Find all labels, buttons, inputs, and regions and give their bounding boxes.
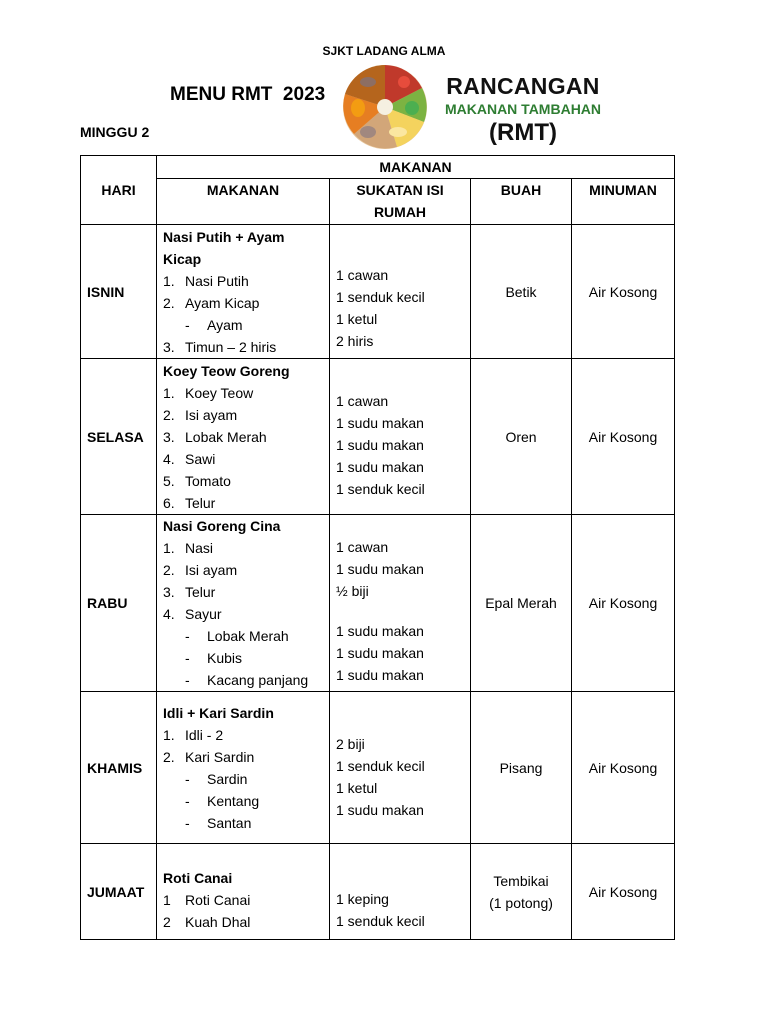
qty-cell: 1 cawan 1 sudu makan ½ biji 1 sudu makan 1 sudu makan 1 sudu makan [330,515,471,692]
food-item: Timun – 2 hiris [185,338,277,355]
food-item: Ayam Kicap [185,294,260,311]
dish-name: Idli + Kari Sardin [163,704,274,721]
food-subitem: Kentang [207,792,260,809]
food-item: Idli - 2 [185,726,224,743]
day-cell: KHAMIS [81,692,157,844]
header-hari: HARI [81,156,157,225]
fruit-cell: Betik [471,225,572,359]
fruit-cell: Pisang [471,692,572,844]
day-cell: ISNIN [81,225,157,359]
table-row [81,692,675,844]
day-cell: RABU [81,515,157,692]
drink-cell: Air Kosong [572,225,675,359]
food-subitem: Sardin [207,770,248,787]
fruit-cell: Epal Merah [471,515,572,692]
food-cell: Roti Canai 1 Roti Canai 2 Kuah Dhal [157,844,330,940]
menu-table [80,155,675,940]
qty-cell: 1 keping 1 senduk kecil [330,844,471,940]
drink-cell: Air Kosong [572,359,675,515]
table-row [81,515,675,692]
food-item: Telur [185,584,216,600]
food-item: Sayur [185,606,222,622]
food-cell: Nasi Putih + Ayam Kicap 1. Nasi Putih 2. Ayam Kicap - Ayam 3. Timun – 2 hiris [157,225,330,359]
food-item: Nasi [185,540,214,556]
food-item: Kari Sardin [185,748,255,765]
logo-line-rancangan: RANCANGAN [446,73,600,99]
logo-line-rmt: (RMT) [489,119,557,146]
food-item: Lobak Merah [185,428,267,445]
food-item: Tomato [185,472,231,489]
food-item: Telur [185,494,216,511]
food-subitem: Ayam [207,316,243,333]
food-item: Kuah Dhal [185,913,251,930]
food-subitem: Santan [207,814,252,831]
school-name: SJKT LADANG ALMA [322,44,446,58]
day-cell: JUMAAT [81,844,157,940]
dish-name: Koey Teow Goreng [163,362,290,379]
fruit-cell: Tembikai (1 potong) [471,844,572,940]
rmt-logo-text [428,72,618,148]
food-cell: Koey Teow Goreng 1. Koey Teow 2. Isi ayam 3. Lobak Merah 4. Sawi 5. Tomato 6. Telur [157,359,330,515]
fruit-cell: Oren [471,359,572,515]
food-cell: Idli + Kari Sardin 1. Idli - 2 2. Kari Sardin - Sardin - Kentang - Santan [157,692,330,844]
food-subitem: Lobak Merah [207,628,289,644]
day-cell: SELASA [81,359,157,515]
header-minuman: MINUMAN [572,179,675,225]
header-sukatan: SUKATAN ISI RUMAH [330,179,471,225]
qty-cell: 1 cawan 1 senduk kecil 1 ketul 2 hiris [330,225,471,359]
food-collage-logo-icon [342,64,428,150]
table-row [81,844,675,940]
food-cell: Nasi Goreng Cina 1. Nasi 2. Isi ayam 3. Telur 4. Sayur - Lobak Merah - Kubis - Kacang panjang [157,515,330,692]
food-item: Sawi [185,450,216,467]
food-item: Isi ayam [185,406,238,423]
dish-name: Roti Canai [163,869,233,886]
drink-cell: Air Kosong [572,692,675,844]
header-buah: BUAH [471,179,572,225]
food-subitem: Kubis [207,650,243,666]
dish-name: Nasi Goreng Cina [163,518,281,534]
qty-cell: 1 cawan 1 sudu makan 1 sudu makan 1 sudu makan 1 senduk kecil [330,359,471,515]
drink-cell: Air Kosong [572,844,675,940]
week-label: MINGGU 2 [80,124,150,140]
food-item: Koey Teow [185,384,254,401]
food-subitem: Kacang panjang [207,672,309,688]
table-row [81,359,675,515]
dish-name: Nasi Putih + Ayam Kicap [163,228,285,267]
header-makanan: MAKANAN [157,179,330,225]
qty-cell: 2 biji 1 senduk kecil 1 ketul 1 sudu makan [330,692,471,844]
food-item: Isi ayam [185,562,238,578]
table-row [81,225,675,359]
menu-title: MENU RMT 2023 [170,84,326,105]
food-item: Nasi Putih [185,272,249,289]
drink-cell: Air Kosong [572,515,675,692]
header-makanan-group: MAKANAN [157,156,675,179]
food-item: Roti Canai [185,891,251,908]
logo-line-makanan-tambahan: MAKANAN TAMBAHAN [444,101,602,117]
